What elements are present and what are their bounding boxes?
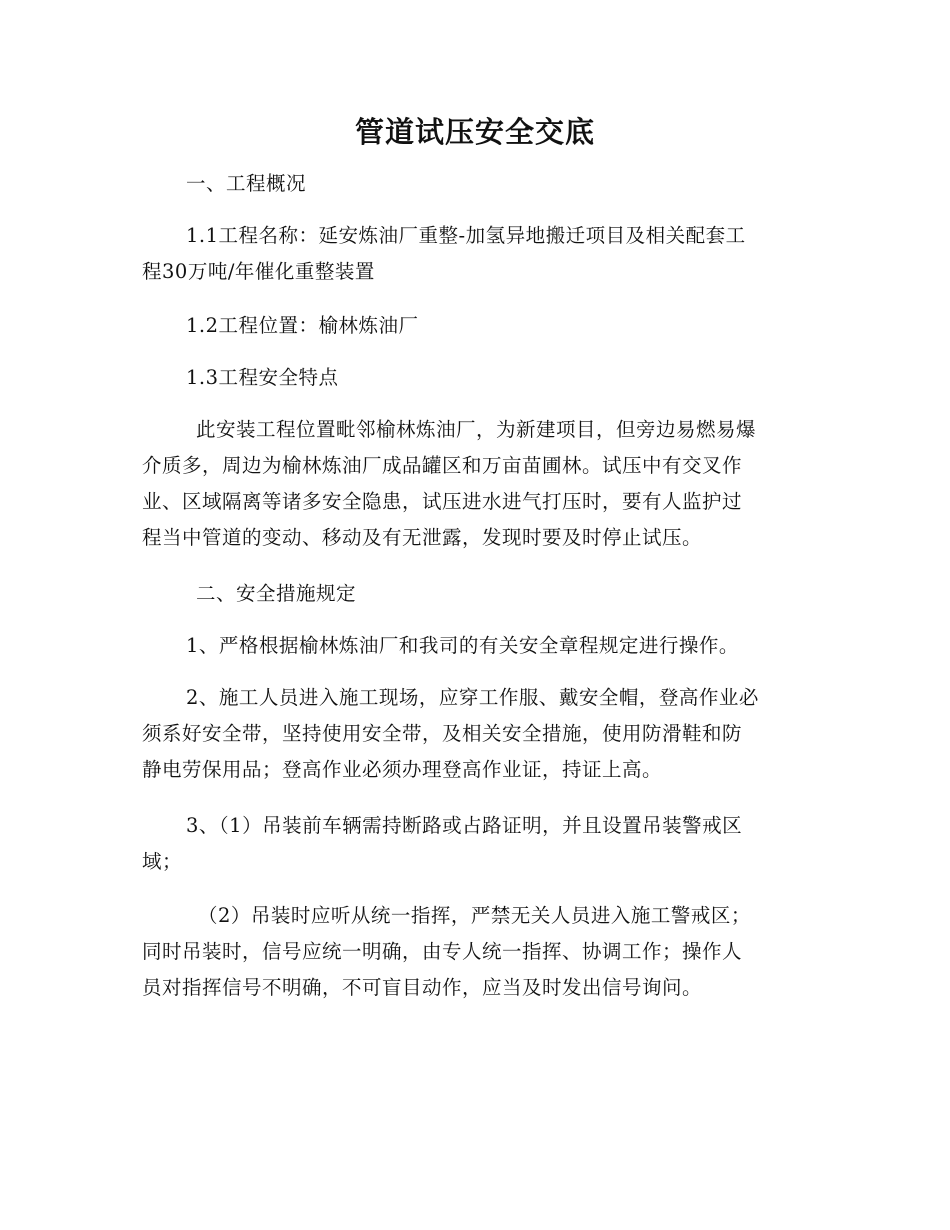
safety-features-heading: 1.3工程安全特点 [186, 366, 339, 389]
project-location-line: 1.2工程位置：榆林炼油厂 [186, 314, 419, 337]
measure-3-sub-2-line-1: （2）吊装时应听从统一指挥，严禁无关人员进入施工警戒区； [198, 904, 751, 927]
project-name-line-2: 程30万吨/年催化重整装置 [142, 260, 375, 283]
measure-2-line-2: 须系好安全带，坚持使用安全带，及相关安全措施，使用防滑鞋和防 [142, 722, 743, 745]
document-title: 管道试压安全交底 [354, 115, 595, 149]
section-heading-measures: 二、安全措施规定 [196, 582, 357, 605]
measure-3-sub-2-line-2: 同时吊装时，信号应统一明确，由专人统一指挥、协调工作；操作人 [142, 940, 743, 963]
measure-3-line-1: 3、（1）吊装前车辆需持断路或占路证明，并且设置吊装警戒区 [186, 814, 743, 837]
safety-features-para-line-2: 介质多，周边为榆林炼油厂成品罐区和万亩苗圃林。试压中有交叉作 [142, 454, 743, 477]
safety-features-para-line-3: 业、区域隔离等诸多安全隐患，试压进水进气打压时，要有人监护过 [142, 490, 743, 513]
measure-2-line-3: 静电劳保用品；登高作业必须办理登高作业证，持证上高。 [142, 758, 663, 781]
safety-features-para-line-1: 此安装工程位置毗邻榆林炼油厂，为新建项目，但旁边易燃易爆 [196, 418, 757, 441]
section-heading-overview: 一、工程概况 [186, 172, 307, 195]
safety-features-para-line-4: 程当中管道的变动、移动及有无泄露，发现时要及时停止试压。 [142, 526, 703, 549]
measure-3-line-2: 域； [142, 850, 183, 873]
measure-3-sub-2-line-3: 员对指挥信号不明确，不可盲目动作，应当及时发出信号询问。 [142, 976, 703, 999]
measure-2-line-1: 2、施工人员进入施工现场，应穿工作服、戴安全帽，登高作业必 [186, 686, 759, 709]
project-name-line-1: 1.1工程名称：延安炼油厂重整-加氢异地搬迁项目及相关配套工 [186, 224, 746, 247]
measure-1-line: 1、严格根据榆林炼油厂和我司的有关安全章程规定进行操作。 [186, 634, 739, 657]
